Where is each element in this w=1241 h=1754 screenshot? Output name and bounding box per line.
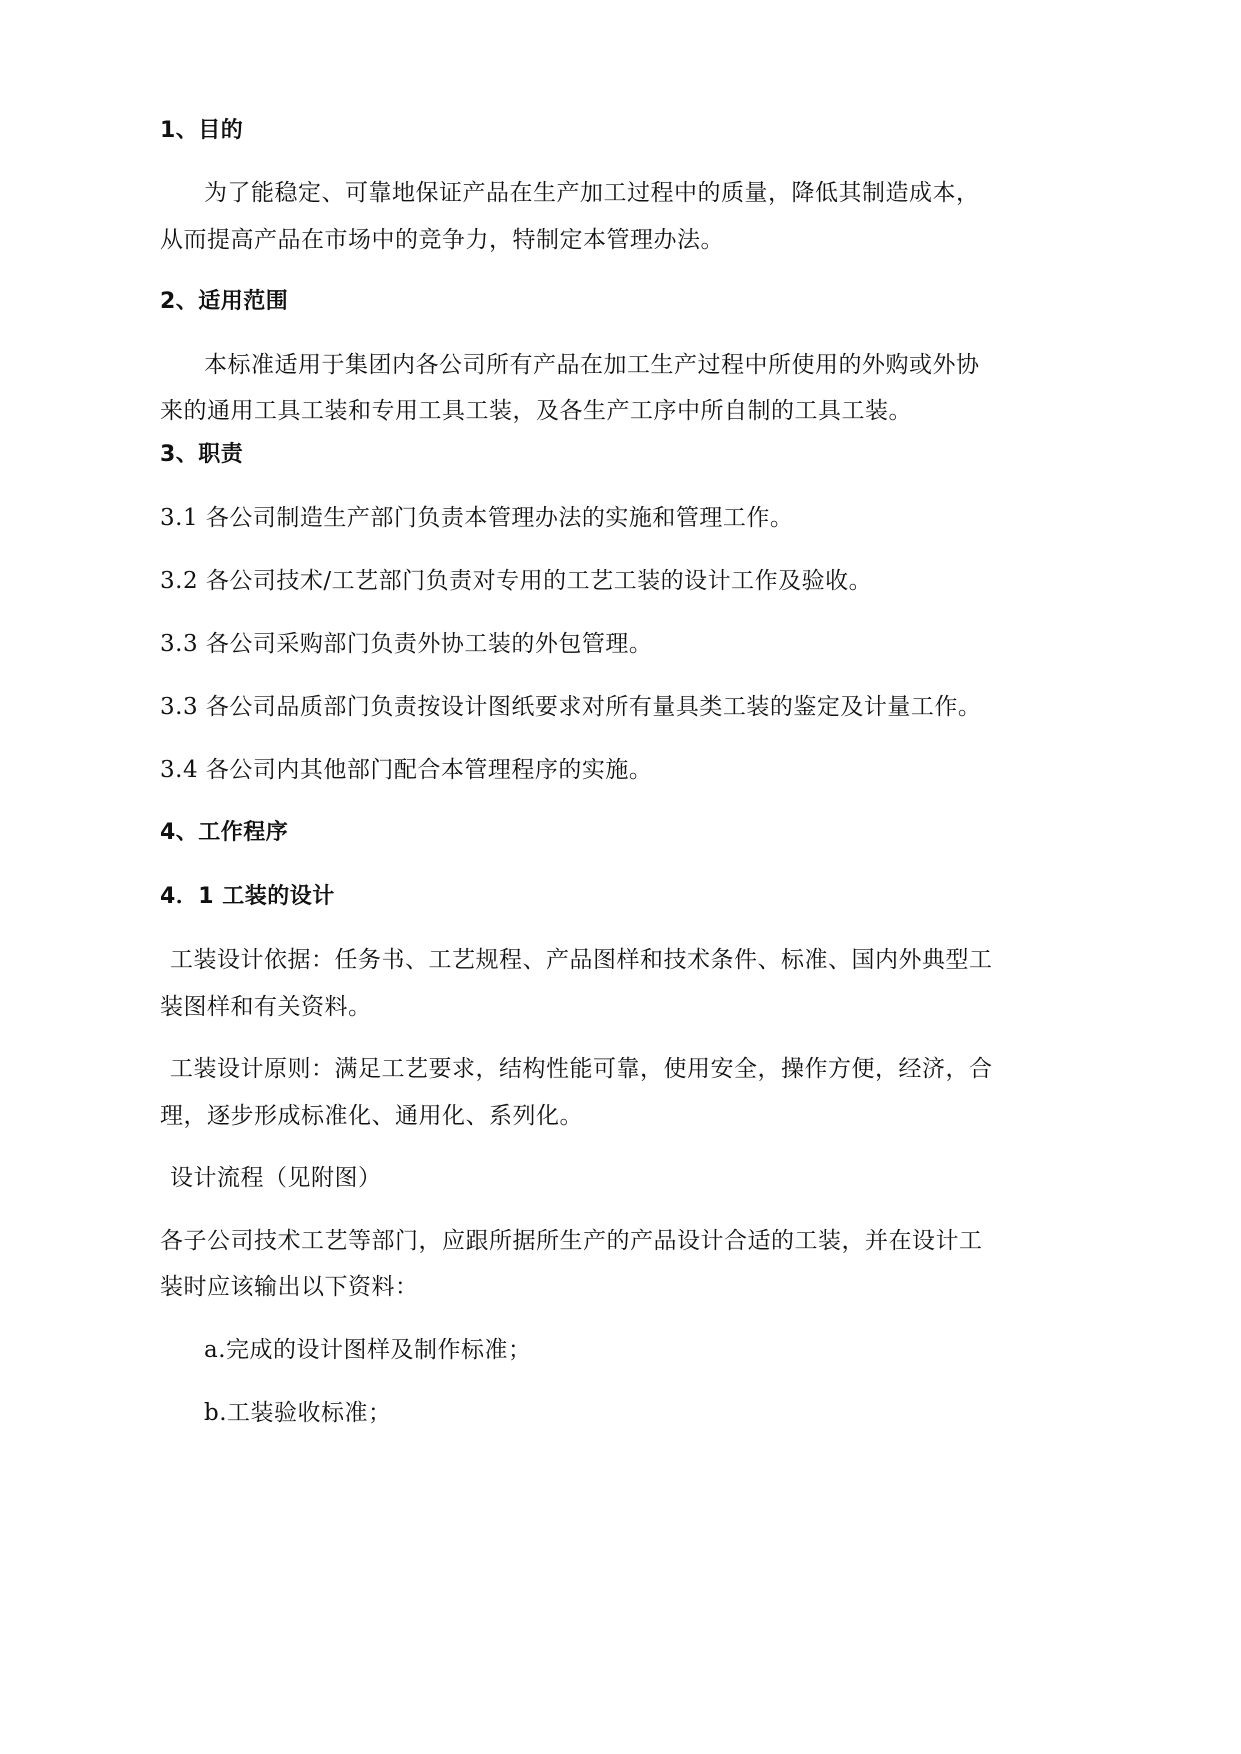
design-principle-line-2: 理，逐步形成标准化、通用化、系列化。: [160, 1103, 583, 1129]
duty-item-4: 3.3 各公司品质部门负责按设计图纸要求对所有量具类工装的鉴定及计量工作。: [160, 694, 982, 720]
heading-procedure: 4、工作程序: [160, 820, 289, 845]
purpose-line-2: 从而提高产品在市场中的竞争力，特制定本管理办法。: [160, 227, 724, 253]
design-output-line-1: 各子公司技术工艺等部门，应跟所据所生产的产品设计合适的工装，并在设计工: [160, 1228, 983, 1254]
output-item-a: a.完成的设计图样及制作标准；: [204, 1337, 532, 1363]
scope-line-2: 来的通用工具工装和专用工具工装，及各生产工序中所自制的工具工装。: [160, 398, 912, 424]
design-output-line-2: 装时应该输出以下资料：: [160, 1274, 419, 1300]
duty-item-5: 3.4 各公司内其他部门配合本管理程序的实施。: [160, 757, 653, 783]
heading-scope: 2、适用范围: [160, 289, 289, 314]
purpose-line-1: 为了能稳定、可靠地保证产品在生产加工过程中的质量，降低其制造成本，: [204, 180, 980, 206]
heading-purpose: 1、目的: [160, 118, 244, 143]
output-item-b: b.工装验收标准；: [204, 1400, 392, 1426]
design-basis-line-2: 装图样和有关资料。: [160, 994, 372, 1020]
scope-line-1: 本标准适用于集团内各公司所有产品在加工生产过程中所使用的外购或外协: [204, 352, 980, 378]
duty-item-3: 3.3 各公司采购部门负责外协工装的外包管理。: [160, 631, 653, 657]
design-basis-line-1: 工装设计依据：任务书、工艺规程、产品图样和技术条件、标准、国内外典型工: [170, 947, 993, 973]
heading-duties: 3、职责: [160, 442, 244, 467]
duty-item-1: 3.1 各公司制造生产部门负责本管理办法的实施和管理工作。: [160, 505, 794, 531]
duty-item-2: 3.2 各公司技术/工艺部门负责对专用的工艺工装的设计工作及验收。: [160, 568, 873, 594]
subheading-tool-design: 4．1 工装的设计: [160, 884, 335, 909]
design-principle-line-1: 工装设计原则：满足工艺要求，结构性能可靠，使用安全，操作方便，经济，合: [170, 1056, 993, 1082]
design-flow-note: 设计流程（见附图）: [170, 1165, 382, 1191]
